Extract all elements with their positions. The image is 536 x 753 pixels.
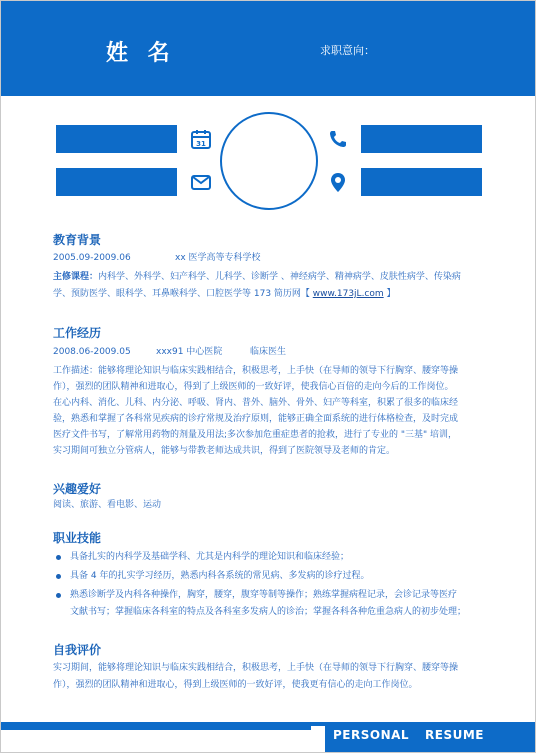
courses-text-2: 学、预防医学、眼科学、耳鼻喉科学、口腔医学等 173 简历网【 xyxy=(53,289,313,299)
courses-label: 主修课程： xyxy=(53,272,99,282)
skill-item-3: 熟悉诊断学及内科各种操作，胸穿，腰穿，腹穿等制等操作；熟练掌握病程记录，会诊记录等医疗 xyxy=(70,590,458,600)
svg-text:31: 31 xyxy=(196,140,206,148)
footer-resume: RESUME xyxy=(425,728,484,742)
location-pin-icon xyxy=(327,171,349,193)
skill-item-1: 具备扎实的内科学及基础学科、尤其是内科学的理论知识和临床经验； xyxy=(70,552,350,562)
education-title: 教育背景 xyxy=(53,233,102,247)
courses-text-1: 内科学、外科学、妇产科学、儿科学、诊断学 、神经病学、精神病学、皮肤性病学、传染病 xyxy=(98,272,461,282)
calendar-icon xyxy=(190,128,212,150)
photo-placeholder xyxy=(220,112,318,210)
mail-icon xyxy=(190,171,212,193)
self-eval-2: 作），强烈的团队精神和进取心，得到上级医师的一致好评，使我更有信心的走向工作岗位。 xyxy=(53,680,418,690)
skill-item-2: 具备 4 年的扎实学习经历，熟悉内科各系统的常见病、多发病的诊疗过程。 xyxy=(70,571,370,581)
info-bar-left-bottom xyxy=(56,168,177,196)
info-bar-left-top xyxy=(56,125,177,153)
footer-personal: PERSONAL xyxy=(333,728,410,742)
bullet-dot xyxy=(56,555,61,560)
work-desc-2: 作），强烈的团队精神和进取心，得到了上级医师的一致好评，使我信心百倍的走向今后的工作岗位。 xyxy=(53,382,454,392)
self-eval-1: 实习期间，能够将理论知识与临床实践相结合，积极思考，上手快（在导师的领导下行胸穿、腰穿等操 xyxy=(53,663,459,673)
header-banner xyxy=(1,1,535,96)
work-period: 2008.06-2009.05 xyxy=(53,347,131,357)
info-bar-right-top xyxy=(361,125,482,153)
bullet-dot xyxy=(56,574,61,579)
work-desc-6: 实习期间可独立分管病人，能够与带教老师达成共识，得到了医院领导及老师的肯定。 xyxy=(53,446,396,456)
info-bar-right-bottom xyxy=(361,168,482,196)
website-link[interactable]: www.173jL.com xyxy=(312,289,384,299)
bullet-dot xyxy=(56,593,61,598)
education-period: 2005.09-2009.06 xyxy=(53,253,131,263)
work-desc-4: 验，熟悉和掌握了各科常见疾病的诊疗常规及治疗原则，能够正确全面系统的进行体格检查，及时完成 xyxy=(53,414,459,424)
skill-item-3-cont: 文献书写；掌握临床各科室的特点及各科室多发病人的诊治；掌握各科各种危重急病人的初步处理； xyxy=(70,607,467,617)
courses-end: 】 xyxy=(383,289,396,299)
work-role: 临床医生 xyxy=(250,347,287,357)
education-school: xx 医学高等专科学校 xyxy=(175,253,261,263)
skills-title: 职业技能 xyxy=(53,531,102,545)
phone-icon xyxy=(327,128,349,150)
education-courses-line2 xyxy=(53,286,396,302)
education-courses-line1 xyxy=(53,269,503,285)
hobby-title: 兴趣爱好 xyxy=(53,482,102,496)
footer-stripe xyxy=(1,726,311,730)
self-eval-title: 自我评价 xyxy=(53,643,102,657)
name-title: 姓 名 xyxy=(106,41,176,66)
work-desc-1: 工作描述：能够将理论知识与临床实践相结合，积极思考，上手快（在导师的领导下行胸穿、腰穿等操 xyxy=(53,366,459,376)
work-desc-5: 医疗文件书写，了解常用药物的剂量及用法;多次参加危重症患者的抢救，进行了专业的 "三基" 培训， xyxy=(53,430,458,440)
work-hospital: xxx91 中心医院 xyxy=(156,347,223,357)
work-desc-3: 在心内科、消化、儿科、内分泌、呼吸、肾内、普外、脑外、骨外、妇产等科室，积累了很多的临床经 xyxy=(53,398,459,408)
hobby-text: 阅读、旅游、看电影、运动 xyxy=(53,500,162,510)
job-intent-label: 求职意向： xyxy=(320,44,375,57)
work-title: 工作经历 xyxy=(53,326,102,340)
